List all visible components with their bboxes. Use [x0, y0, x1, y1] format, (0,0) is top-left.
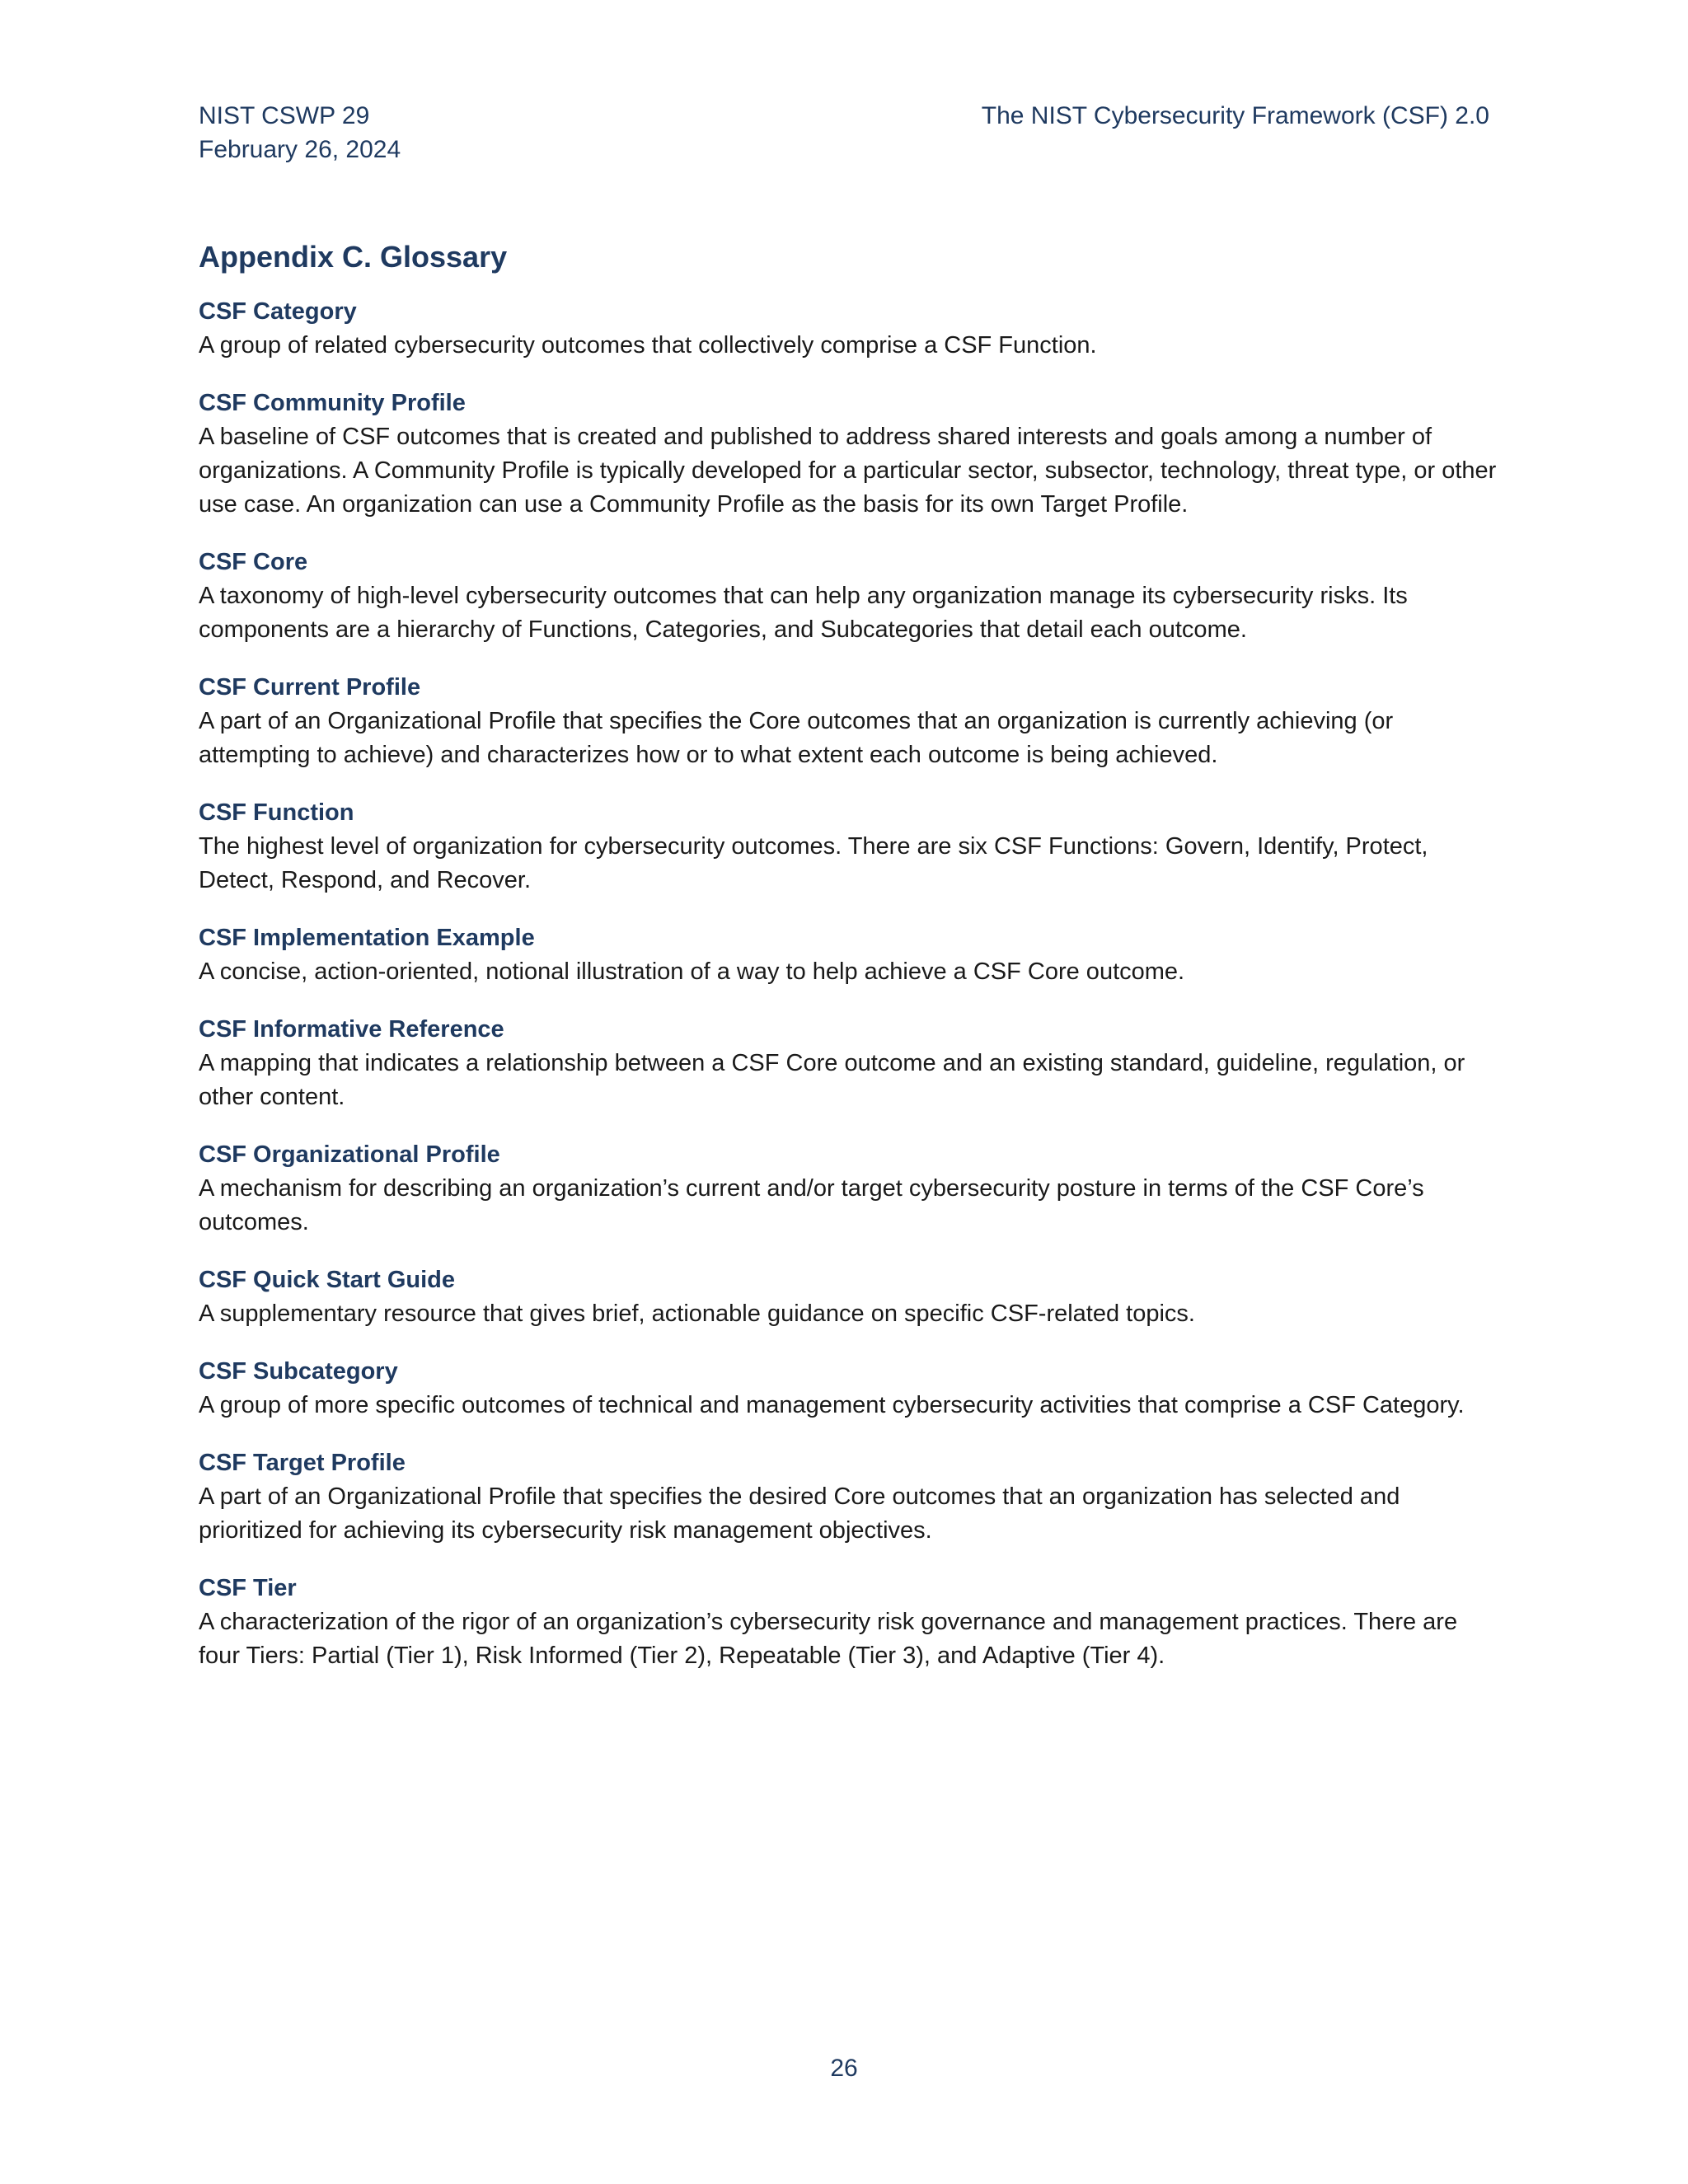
section-title: Appendix C. Glossary [199, 240, 508, 274]
glossary-entry [199, 1013, 1501, 1114]
glossary-term: CSF Implementation Example [199, 925, 535, 951]
glossary-entry [199, 671, 1501, 772]
glossary-entry [199, 387, 1501, 522]
page-number: 26 [830, 2055, 858, 2082]
glossary-definition: A baseline of CSF outcomes that is created and published to address shared interests and goals among a number of organizations. A Community Profile is typically developed for a particular sector, subsector, technology, threat type, or other use case. An organization can use a Community Profile as the basis for its own Target Profile. [199, 424, 1497, 518]
glossary-definition: The highest level of organization for cybersecurity outcomes. There are six CSF Functions: Govern, Identify, Protect, Detect, Respond, and Recover. [199, 833, 1428, 893]
glossary-entry [199, 1355, 1501, 1422]
glossary-entry [199, 796, 1501, 898]
glossary-term: CSF Current Profile [199, 674, 421, 701]
glossary-term: CSF Core [199, 549, 308, 575]
header-right [982, 99, 1489, 133]
glossary-term: CSF Target Profile [199, 1450, 406, 1476]
glossary-definition: A group of related cybersecurity outcomes that collectively comprise a CSF Function. [199, 332, 1097, 359]
glossary-definition: A taxonomy of high-level cybersecurity outcomes that can help any organization manage its cybersecurity risks. Its components are a hierarchy of Functions, Categories, and Subcategories that detail each outcome. [199, 583, 1408, 643]
glossary-term: CSF Subcategory [199, 1358, 398, 1385]
glossary-entry [199, 295, 1501, 363]
glossary-entry [199, 921, 1501, 989]
glossary-entry [199, 546, 1501, 647]
header-left [199, 99, 401, 166]
glossary-entry [199, 1446, 1501, 1548]
glossary-definition: A part of an Organizational Profile that specifies the desired Core outcomes that an organization has selected and prioritized for achieving its cybersecurity risk management objectives. [199, 1483, 1400, 1544]
glossary-definition: A group of more specific outcomes of technical and management cybersecurity activities that comprise a CSF Category. [199, 1392, 1465, 1418]
glossary-term: CSF Function [199, 799, 354, 826]
doc-id: NIST CSWP 29 [199, 102, 370, 129]
glossary-definition: A mechanism for describing an organization’s current and/or target cybersecurity posture in terms of the CSF Core’s outcomes. [199, 1175, 1424, 1235]
doc-title: The NIST Cybersecurity Framework (CSF) 2.0 [981, 102, 1489, 129]
glossary-definition: A concise, action-oriented, notional illustration of a way to help achieve a CSF Core outcome. [199, 958, 1185, 985]
glossary-term: CSF Tier [199, 1575, 297, 1601]
glossary-definition: A part of an Organizational Profile that specifies the Core outcomes that an organization is currently achieving (or attempting to achieve) and characterizes how or to what extent each outcome is being achieved. [199, 708, 1394, 768]
glossary-term: CSF Category [199, 298, 357, 325]
glossary-entry [199, 1263, 1501, 1331]
glossary-definition: A characterization of the rigor of an organization’s cybersecurity risk governance and management practices. There are four Tiers: Partial (Tier 1), Risk Informed (Tier 2), Repeatable (Tier 3), and Adaptive (Tier 4). [199, 1609, 1458, 1669]
glossary-term: CSF Informative Reference [199, 1016, 504, 1043]
glossary-definition: A mapping that indicates a relationship between a CSF Core outcome and an existing standard, guideline, regulation, or other content. [199, 1050, 1465, 1110]
glossary-term: CSF Community Profile [199, 390, 466, 416]
glossary-term: CSF Quick Start Guide [199, 1267, 455, 1293]
glossary-entry [199, 1572, 1501, 1673]
doc-date: February 26, 2024 [199, 136, 401, 163]
glossary-definition: A supplementary resource that gives brief, actionable guidance on specific CSF-related topics. [199, 1301, 1195, 1327]
glossary-term: CSF Organizational Profile [199, 1141, 500, 1168]
glossary-entry [199, 1138, 1501, 1240]
main-content [199, 237, 1501, 1697]
